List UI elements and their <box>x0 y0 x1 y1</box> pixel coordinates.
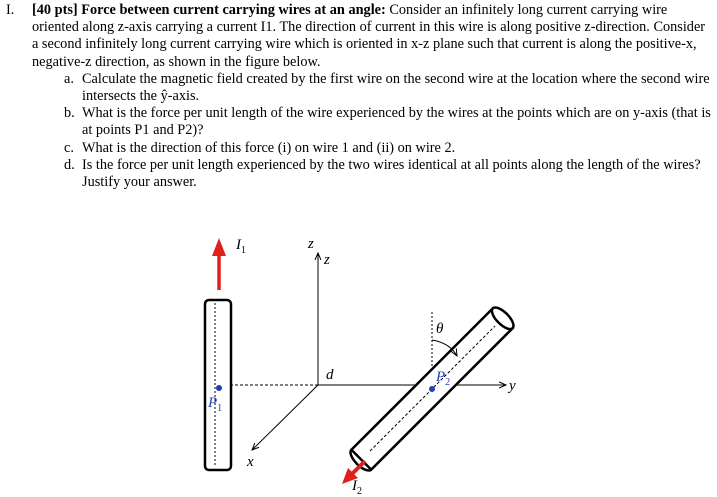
label-x: x <box>247 454 254 470</box>
part-text: Is the force per unit length experienced by the two wires identical at all points along the length of the wires? Justify your answer. <box>82 156 701 191</box>
label-P2: $P_2$ <box>436 369 451 388</box>
label-z-top: z <box>308 236 314 252</box>
part-letter: d. <box>64 156 75 173</box>
part-letter: a. <box>64 70 74 87</box>
label-y: y <box>509 378 516 394</box>
part-letter: b. <box>64 105 75 122</box>
wires-figure <box>0 225 717 497</box>
part-text: What is the direction of this force (i) on wire 1 and (ii) on wire 2. <box>82 139 456 156</box>
wire-1 <box>205 300 231 470</box>
part-d <box>6 157 714 191</box>
part-b <box>6 105 714 139</box>
part-c <box>6 140 714 157</box>
label-d: d <box>326 367 334 383</box>
problem-body <box>32 2 714 71</box>
x-axis <box>252 385 318 450</box>
part-text: What is the force per unit length of the wire experienced by the wires at the points which are on y-axis (that is at points P1 and P2)? <box>82 105 711 139</box>
problem-number: I. <box>6 2 15 18</box>
point-P1 <box>216 385 222 391</box>
problem-intro: Consider an infinitely long current carrying wire oriented along z-axis carrying a current I1. The direction of current in this wire is along positive z-direction. Consider a second infinitely long current carrying wire which is oriented in x-z plane such that current is along the positive-x, negative-z direction, as shown in the figure below. <box>32 2 706 70</box>
current-I1-arrow <box>212 238 226 290</box>
problem-title: [40 pts] Force between current carrying wires at an angle: <box>32 2 386 18</box>
part-a <box>6 71 714 105</box>
label-I1: $I_1$ <box>236 237 246 256</box>
part-letter: c. <box>64 139 74 156</box>
problem-header <box>6 2 714 71</box>
label-theta: θ <box>436 321 444 337</box>
label-I2: $I_2$ <box>352 478 362 497</box>
part-text: Calculate the magnetic field created by the first wire on the second wire at the location where the second wire intersects the ŷ-axis. <box>82 70 710 105</box>
label-z: z <box>324 252 330 268</box>
point-P2 <box>429 386 435 392</box>
label-P1: $P_1$ <box>208 395 223 414</box>
problem-statement <box>6 2 714 191</box>
